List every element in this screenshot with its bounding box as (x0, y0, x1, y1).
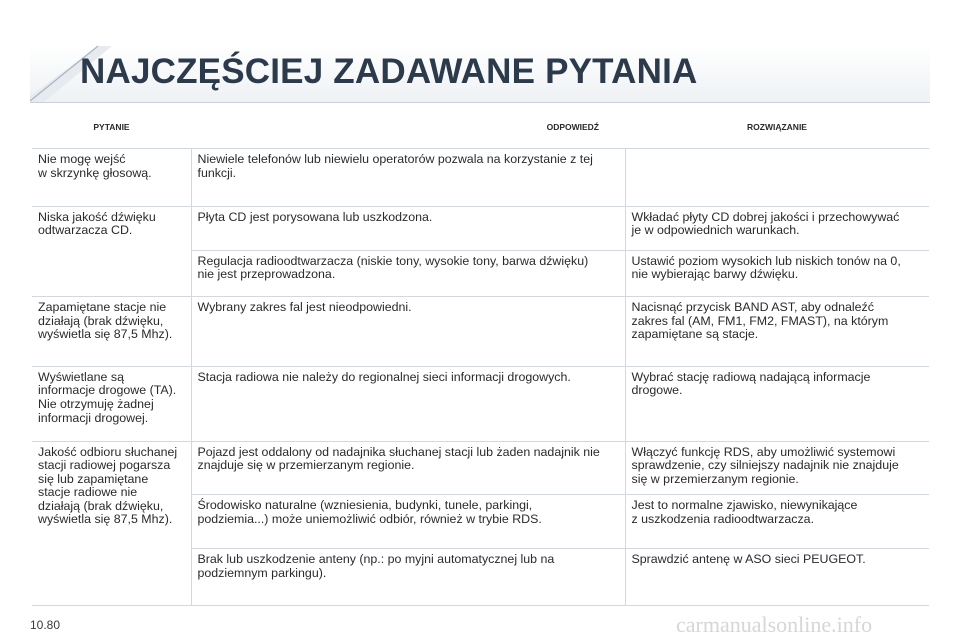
answer-cell: Wybrany zakres fal jest nieodpowiedni. (191, 297, 625, 367)
solution-cell: Nacisnąć przycisk BAND AST, aby odnaleźć zakres fal (AM, FM1, FM2, FMAST), na którym zapamiętane są stacje. (625, 297, 929, 367)
table-row (32, 366, 929, 441)
solution-cell: Wybrać stację radiową nadającą informacje drogowe. (625, 366, 929, 441)
column-header-question: PYTANIE (32, 108, 191, 149)
answer-cell: Środowisko naturalne (wzniesienia, budynki, tunele, parkingi, podziemia...) może uniemożliwić odbiór, również w trybie RDS. (191, 494, 625, 548)
table-row (32, 441, 929, 494)
solution-cell: Wkładać płyty CD dobrej jakości i przechowywać je w odpowiednich warunkach. (625, 206, 929, 250)
answer-cell: Niewiele telefonów lub niewielu operatorów pozwala na korzystanie z tej funkcji. (191, 149, 625, 207)
answer-cell: Pojazd jest oddalony od nadajnika słuchanej stacji lub żaden nadajnik nie znajduje się w przemierzanym regionie. (191, 441, 625, 494)
question-cell: Nie mogę wejść w skrzynkę głosową. (32, 149, 191, 207)
solution-cell: Ustawić poziom wysokich lub niskich tonów na 0, nie wybierając barwy dźwięku. (625, 250, 929, 296)
answer-cell: Płyta CD jest porysowana lub uszkodzona. (191, 206, 625, 250)
solution-cell: Włączyć funkcję RDS, aby umożliwić systemowi sprawdzenie, czy silniejszy nadajnik nie znajduje się w przemierzanym regionie. (625, 441, 929, 494)
answer-cell: Regulacja radioodtwarzacza (niskie tony, wysokie tony, barwa dźwięku) nie jest przeprowadzona. (191, 250, 625, 296)
question-cell: Niska jakość dźwięku odtwarzacza CD. (32, 206, 191, 297)
question-cell: Jakość odbioru słuchanej stacji radiowej pogarsza się lub zapamiętane stacje radiowe nie działają (brak dźwięku, wyświetla się 87,5 Mhz). (32, 441, 191, 606)
answer-cell: Stacja radiowa nie należy do regionalnej sieci informacji drogowych. (191, 366, 625, 441)
question-cell: Wyświetlane są informacje drogowe (TA). Nie otrzymuję żadnej informacji drogowej. (32, 366, 191, 441)
solution-cell: Jest to normalne zjawisko, niewynikające z uszkodzenia radioodtwarzacza. (625, 494, 929, 548)
table-header-row (32, 108, 929, 149)
column-header-solution: ROZWIĄZANIE (625, 108, 929, 149)
column-header-answer: ODPOWIEDŹ (191, 108, 625, 149)
page-number: 10.80 (30, 618, 61, 632)
solution-cell: Sprawdzić antenę w ASO sieci PEUGEOT. (625, 549, 929, 606)
answer-cell: Brak lub uszkodzenie anteny (np.: po myjni automatycznej lub na podziemnym parkingu). (191, 549, 625, 606)
table-row (32, 149, 929, 207)
solution-cell (625, 149, 929, 207)
table-row (32, 297, 929, 367)
watermark: carmanualsonline.info (676, 612, 873, 637)
table-row (32, 206, 929, 250)
page-title: NAJCZĘŚCIEJ ZADAWANE PYTANIA (80, 52, 698, 91)
question-cell: Zapamiętane stacje nie działają (brak dźwięku, wyświetla się 87,5 Mhz). (32, 297, 191, 367)
faq-table (32, 108, 929, 606)
